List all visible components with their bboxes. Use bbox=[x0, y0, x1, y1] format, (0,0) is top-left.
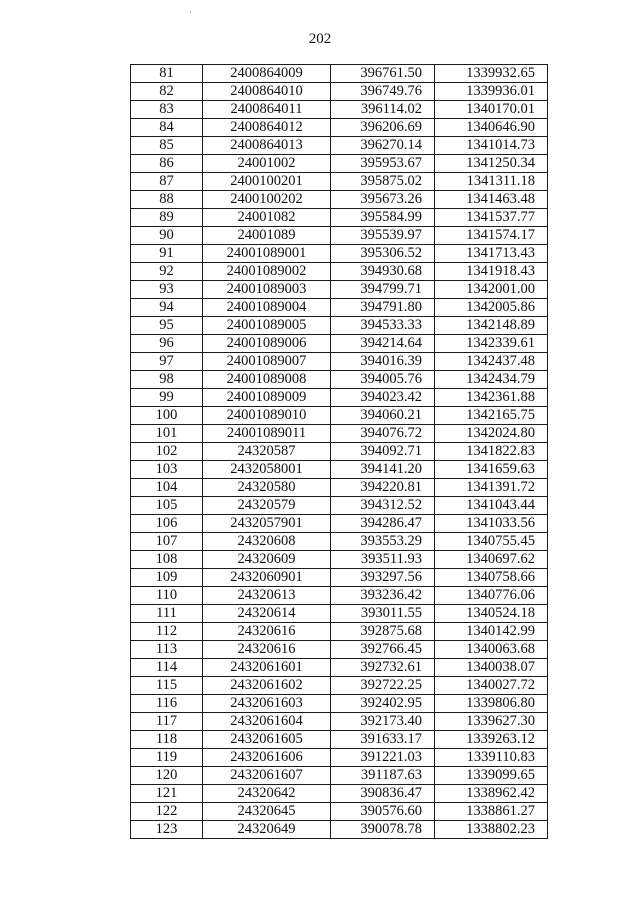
x-coordinate-cell: 395306.52 bbox=[331, 245, 435, 263]
y-coordinate-cell: 1340038.07 bbox=[435, 659, 548, 677]
table-row bbox=[131, 677, 548, 695]
point-code-cell: 24320613 bbox=[203, 587, 331, 605]
y-coordinate-cell: 1339627.30 bbox=[435, 713, 548, 731]
point-index-cell: 88 bbox=[131, 191, 203, 209]
x-coordinate-cell: 394286.47 bbox=[331, 515, 435, 533]
table-row bbox=[131, 425, 548, 443]
x-coordinate-cell: 394060.21 bbox=[331, 407, 435, 425]
table-row bbox=[131, 407, 548, 425]
point-code-cell: 24001089001 bbox=[203, 245, 331, 263]
point-code-cell: 24001089008 bbox=[203, 371, 331, 389]
y-coordinate-cell: 1338861.27 bbox=[435, 803, 548, 821]
point-index-cell: 98 bbox=[131, 371, 203, 389]
table-row bbox=[131, 569, 548, 587]
x-coordinate-cell: 395673.26 bbox=[331, 191, 435, 209]
point-code-cell: 2400864013 bbox=[203, 137, 331, 155]
point-code-cell: 24320587 bbox=[203, 443, 331, 461]
point-code-cell: 24320579 bbox=[203, 497, 331, 515]
y-coordinate-cell: 1341014.73 bbox=[435, 137, 548, 155]
point-index-cell: 123 bbox=[131, 821, 203, 839]
x-coordinate-cell: 395584.99 bbox=[331, 209, 435, 227]
point-index-cell: 95 bbox=[131, 317, 203, 335]
table-row bbox=[131, 281, 548, 299]
table-row bbox=[131, 623, 548, 641]
point-index-cell: 81 bbox=[131, 65, 203, 83]
point-code-cell: 2432061605 bbox=[203, 731, 331, 749]
table-row bbox=[131, 551, 548, 569]
point-index-cell: 121 bbox=[131, 785, 203, 803]
x-coordinate-cell: 392173.40 bbox=[331, 713, 435, 731]
x-coordinate-cell: 396114.02 bbox=[331, 101, 435, 119]
point-index-cell: 89 bbox=[131, 209, 203, 227]
point-code-cell: 24320580 bbox=[203, 479, 331, 497]
y-coordinate-cell: 1340063.68 bbox=[435, 641, 548, 659]
point-index-cell: 90 bbox=[131, 227, 203, 245]
x-coordinate-cell: 394023.42 bbox=[331, 389, 435, 407]
point-index-cell: 114 bbox=[131, 659, 203, 677]
point-code-cell: 2400100201 bbox=[203, 173, 331, 191]
y-coordinate-cell: 1342339.61 bbox=[435, 335, 548, 353]
point-code-cell: 24001089007 bbox=[203, 353, 331, 371]
point-index-cell: 112 bbox=[131, 623, 203, 641]
table-row bbox=[131, 173, 548, 191]
table-row bbox=[131, 749, 548, 767]
table-row bbox=[131, 191, 548, 209]
x-coordinate-cell: 394141.20 bbox=[331, 461, 435, 479]
table-row bbox=[131, 137, 548, 155]
table-row bbox=[131, 641, 548, 659]
y-coordinate-cell: 1341311.18 bbox=[435, 173, 548, 191]
y-coordinate-cell: 1339932.65 bbox=[435, 65, 548, 83]
x-coordinate-cell: 396749.76 bbox=[331, 83, 435, 101]
point-index-cell: 111 bbox=[131, 605, 203, 623]
table-row bbox=[131, 443, 548, 461]
table-row bbox=[131, 209, 548, 227]
y-coordinate-cell: 1342434.79 bbox=[435, 371, 548, 389]
x-coordinate-cell: 394799.71 bbox=[331, 281, 435, 299]
x-coordinate-cell: 391187.63 bbox=[331, 767, 435, 785]
point-index-cell: 92 bbox=[131, 263, 203, 281]
point-index-cell: 120 bbox=[131, 767, 203, 785]
point-index-cell: 107 bbox=[131, 533, 203, 551]
table-row bbox=[131, 65, 548, 83]
y-coordinate-cell: 1340142.99 bbox=[435, 623, 548, 641]
y-coordinate-cell: 1341537.77 bbox=[435, 209, 548, 227]
point-index-cell: 113 bbox=[131, 641, 203, 659]
y-coordinate-cell: 1342148.89 bbox=[435, 317, 548, 335]
point-index-cell: 94 bbox=[131, 299, 203, 317]
table-row bbox=[131, 821, 548, 839]
y-coordinate-cell: 1339263.12 bbox=[435, 731, 548, 749]
x-coordinate-cell: 391633.17 bbox=[331, 731, 435, 749]
table-row bbox=[131, 587, 548, 605]
point-index-cell: 99 bbox=[131, 389, 203, 407]
table-row bbox=[131, 479, 548, 497]
y-coordinate-cell: 1342001.00 bbox=[435, 281, 548, 299]
point-index-cell: 96 bbox=[131, 335, 203, 353]
table-row bbox=[131, 227, 548, 245]
point-index-cell: 93 bbox=[131, 281, 203, 299]
y-coordinate-cell: 1338802.23 bbox=[435, 821, 548, 839]
point-code-cell: 24001089009 bbox=[203, 389, 331, 407]
y-coordinate-cell: 1342437.48 bbox=[435, 353, 548, 371]
point-code-cell: 24320608 bbox=[203, 533, 331, 551]
table-row bbox=[131, 695, 548, 713]
point-index-cell: 109 bbox=[131, 569, 203, 587]
y-coordinate-cell: 1342024.80 bbox=[435, 425, 548, 443]
y-coordinate-cell: 1340776.06 bbox=[435, 587, 548, 605]
table-row bbox=[131, 263, 548, 281]
point-index-cell: 86 bbox=[131, 155, 203, 173]
table-row bbox=[131, 461, 548, 479]
point-code-cell: 24320649 bbox=[203, 821, 331, 839]
point-code-cell: 24001089004 bbox=[203, 299, 331, 317]
point-code-cell: 2432061604 bbox=[203, 713, 331, 731]
point-code-cell: 2432058001 bbox=[203, 461, 331, 479]
point-code-cell: 2432061603 bbox=[203, 695, 331, 713]
table-row bbox=[131, 389, 548, 407]
point-index-cell: 116 bbox=[131, 695, 203, 713]
point-code-cell: 24001002 bbox=[203, 155, 331, 173]
coordinates-table bbox=[130, 64, 548, 839]
y-coordinate-cell: 1340758.66 bbox=[435, 569, 548, 587]
table-row bbox=[131, 299, 548, 317]
point-code-cell: 24001082 bbox=[203, 209, 331, 227]
y-coordinate-cell: 1342361.88 bbox=[435, 389, 548, 407]
x-coordinate-cell: 396761.50 bbox=[331, 65, 435, 83]
point-code-cell: 2400864011 bbox=[203, 101, 331, 119]
point-index-cell: 101 bbox=[131, 425, 203, 443]
point-index-cell: 115 bbox=[131, 677, 203, 695]
y-coordinate-cell: 1340697.62 bbox=[435, 551, 548, 569]
x-coordinate-cell: 394016.39 bbox=[331, 353, 435, 371]
table-row bbox=[131, 83, 548, 101]
x-coordinate-cell: 394312.52 bbox=[331, 497, 435, 515]
x-coordinate-cell: 393236.42 bbox=[331, 587, 435, 605]
point-code-cell: 24320642 bbox=[203, 785, 331, 803]
table-row bbox=[131, 119, 548, 137]
point-code-cell: 2432061606 bbox=[203, 749, 331, 767]
point-index-cell: 105 bbox=[131, 497, 203, 515]
point-index-cell: 117 bbox=[131, 713, 203, 731]
x-coordinate-cell: 393553.29 bbox=[331, 533, 435, 551]
point-index-cell: 82 bbox=[131, 83, 203, 101]
point-index-cell: 87 bbox=[131, 173, 203, 191]
x-coordinate-cell: 396206.69 bbox=[331, 119, 435, 137]
point-index-cell: 91 bbox=[131, 245, 203, 263]
y-coordinate-cell: 1340524.18 bbox=[435, 605, 548, 623]
y-coordinate-cell: 1341822.83 bbox=[435, 443, 548, 461]
x-coordinate-cell: 394220.81 bbox=[331, 479, 435, 497]
point-code-cell: 24001089010 bbox=[203, 407, 331, 425]
table-row bbox=[131, 371, 548, 389]
y-coordinate-cell: 1342165.75 bbox=[435, 407, 548, 425]
table-row bbox=[131, 533, 548, 551]
y-coordinate-cell: 1342005.86 bbox=[435, 299, 548, 317]
y-coordinate-cell: 1341033.56 bbox=[435, 515, 548, 533]
x-coordinate-cell: 393011.55 bbox=[331, 605, 435, 623]
x-coordinate-cell: 394214.64 bbox=[331, 335, 435, 353]
y-coordinate-cell: 1341391.72 bbox=[435, 479, 548, 497]
point-code-cell: 2400864010 bbox=[203, 83, 331, 101]
x-coordinate-cell: 396270.14 bbox=[331, 137, 435, 155]
x-coordinate-cell: 392732.61 bbox=[331, 659, 435, 677]
x-coordinate-cell: 390836.47 bbox=[331, 785, 435, 803]
point-code-cell: 2400864009 bbox=[203, 65, 331, 83]
table-row bbox=[131, 767, 548, 785]
y-coordinate-cell: 1340755.45 bbox=[435, 533, 548, 551]
y-coordinate-cell: 1340027.72 bbox=[435, 677, 548, 695]
table-row bbox=[131, 335, 548, 353]
point-index-cell: 100 bbox=[131, 407, 203, 425]
table-row bbox=[131, 245, 548, 263]
y-coordinate-cell: 1339110.83 bbox=[435, 749, 548, 767]
point-index-cell: 110 bbox=[131, 587, 203, 605]
y-coordinate-cell: 1341659.63 bbox=[435, 461, 548, 479]
x-coordinate-cell: 394005.76 bbox=[331, 371, 435, 389]
y-coordinate-cell: 1340170.01 bbox=[435, 101, 548, 119]
point-code-cell: 24320609 bbox=[203, 551, 331, 569]
point-index-cell: 118 bbox=[131, 731, 203, 749]
x-coordinate-cell: 391221.03 bbox=[331, 749, 435, 767]
y-coordinate-cell: 1341250.34 bbox=[435, 155, 548, 173]
table-row bbox=[131, 353, 548, 371]
point-code-cell: 2400864012 bbox=[203, 119, 331, 137]
page-number: 202 bbox=[308, 31, 332, 47]
x-coordinate-cell: 392722.25 bbox=[331, 677, 435, 695]
point-code-cell: 24001089006 bbox=[203, 335, 331, 353]
table-row bbox=[131, 497, 548, 515]
point-index-cell: 83 bbox=[131, 101, 203, 119]
table-row bbox=[131, 155, 548, 173]
y-coordinate-cell: 1341918.43 bbox=[435, 263, 548, 281]
point-index-cell: 119 bbox=[131, 749, 203, 767]
y-coordinate-cell: 1339099.65 bbox=[435, 767, 548, 785]
point-index-cell: 85 bbox=[131, 137, 203, 155]
point-code-cell: 2432061602 bbox=[203, 677, 331, 695]
table-row bbox=[131, 731, 548, 749]
y-coordinate-cell: 1339936.01 bbox=[435, 83, 548, 101]
coordinates-table-body bbox=[131, 65, 548, 839]
point-code-cell: 24320645 bbox=[203, 803, 331, 821]
point-code-cell: 24320614 bbox=[203, 605, 331, 623]
y-coordinate-cell: 1341574.17 bbox=[435, 227, 548, 245]
point-code-cell: 2400100202 bbox=[203, 191, 331, 209]
x-coordinate-cell: 394092.71 bbox=[331, 443, 435, 461]
x-coordinate-cell: 395875.02 bbox=[331, 173, 435, 191]
x-coordinate-cell: 395539.97 bbox=[331, 227, 435, 245]
point-code-cell: 24001089011 bbox=[203, 425, 331, 443]
table-row bbox=[131, 515, 548, 533]
x-coordinate-cell: 394533.33 bbox=[331, 317, 435, 335]
x-coordinate-cell: 393297.56 bbox=[331, 569, 435, 587]
point-index-cell: 84 bbox=[131, 119, 203, 137]
point-code-cell: 2432060901 bbox=[203, 569, 331, 587]
y-coordinate-cell: 1338962.42 bbox=[435, 785, 548, 803]
y-coordinate-cell: 1341463.48 bbox=[435, 191, 548, 209]
point-index-cell: 108 bbox=[131, 551, 203, 569]
table-row bbox=[131, 659, 548, 677]
table-row bbox=[131, 803, 548, 821]
y-coordinate-cell: 1341713.43 bbox=[435, 245, 548, 263]
y-coordinate-cell: 1340646.90 bbox=[435, 119, 548, 137]
x-coordinate-cell: 392402.95 bbox=[331, 695, 435, 713]
x-coordinate-cell: 395953.67 bbox=[331, 155, 435, 173]
point-code-cell: 2432061607 bbox=[203, 767, 331, 785]
point-code-cell: 24001089 bbox=[203, 227, 331, 245]
point-code-cell: 24001089002 bbox=[203, 263, 331, 281]
y-coordinate-cell: 1341043.44 bbox=[435, 497, 548, 515]
point-code-cell: 24001089005 bbox=[203, 317, 331, 335]
point-code-cell: 24320616 bbox=[203, 641, 331, 659]
x-coordinate-cell: 394791.80 bbox=[331, 299, 435, 317]
scan-speck bbox=[190, 12, 191, 13]
x-coordinate-cell: 390078.78 bbox=[331, 821, 435, 839]
point-code-cell: 2432057901 bbox=[203, 515, 331, 533]
y-coordinate-cell: 1339806.80 bbox=[435, 695, 548, 713]
point-code-cell: 2432061601 bbox=[203, 659, 331, 677]
table-row bbox=[131, 785, 548, 803]
point-index-cell: 102 bbox=[131, 443, 203, 461]
point-index-cell: 103 bbox=[131, 461, 203, 479]
point-index-cell: 97 bbox=[131, 353, 203, 371]
table-row bbox=[131, 101, 548, 119]
x-coordinate-cell: 393511.93 bbox=[331, 551, 435, 569]
point-index-cell: 106 bbox=[131, 515, 203, 533]
table-row bbox=[131, 605, 548, 623]
point-index-cell: 122 bbox=[131, 803, 203, 821]
x-coordinate-cell: 392875.68 bbox=[331, 623, 435, 641]
point-index-cell: 104 bbox=[131, 479, 203, 497]
table-row bbox=[131, 317, 548, 335]
x-coordinate-cell: 394930.68 bbox=[331, 263, 435, 281]
point-code-cell: 24001089003 bbox=[203, 281, 331, 299]
table-row bbox=[131, 713, 548, 731]
x-coordinate-cell: 390576.60 bbox=[331, 803, 435, 821]
point-code-cell: 24320616 bbox=[203, 623, 331, 641]
x-coordinate-cell: 394076.72 bbox=[331, 425, 435, 443]
x-coordinate-cell: 392766.45 bbox=[331, 641, 435, 659]
